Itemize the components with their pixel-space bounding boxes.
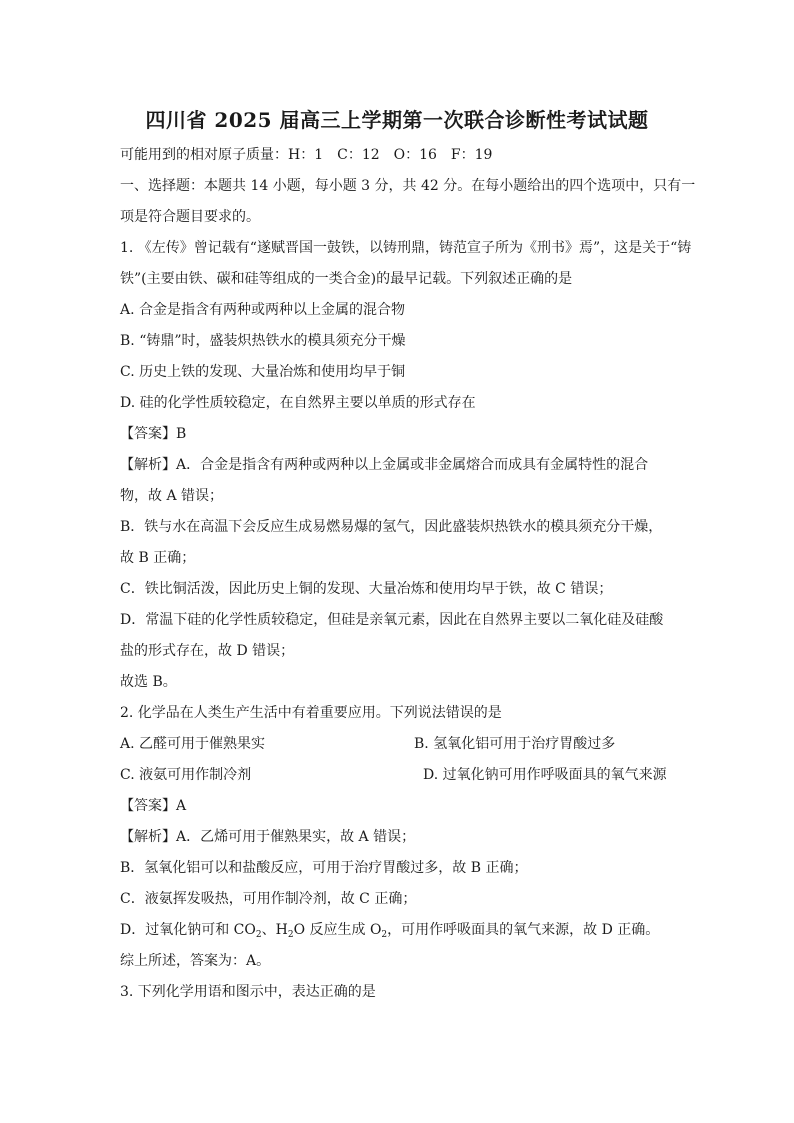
q2-stem: 2. 化学品在人类生产生活中有着重要应用。下列说法错误的是 (120, 705, 502, 721)
page-title: 四川省 2025 届高三上学期第一次联合诊断性考试试题 (145, 108, 649, 132)
q2-option-a: A. 乙醛可用于催熟果实 (120, 736, 266, 752)
q2-explanation-b: B．氢氧化铝可以和盐酸反应，可用于治疗胃酸过多，故 B 正确； (120, 860, 528, 876)
section-instructions-line2: 项是符合题目要求的。 (120, 209, 260, 225)
q2-explanation-c: C．液氨挥发吸热，可用作制冷剂，故 C 正确； (120, 891, 417, 907)
q1-answer: 【答案】B (120, 426, 187, 442)
q2-option-b: B. 氢氧化铝可用于治疗胃酸过多 (414, 736, 616, 752)
q1-option-c: C. 历史上铁的发现、大量冶炼和使用均早于铜 (120, 364, 406, 380)
q2-option-c: C. 液氨可用作制冷剂 (120, 767, 252, 783)
q2-explanation-d (120, 920, 659, 940)
q1-option-b: B. “铸鼎”时，盛装炽热铁水的模具须充分干燥 (120, 333, 406, 349)
q1-explanation-d-line1: D．常温下硅的化学性质较稳定，但硅是亲氧元素，因此在自然界主要以二氧化硅及硅酸 (120, 612, 664, 628)
section-instructions-line1: 一、选择题：本题共 14 小题，每小题 3 分，共 42 分。在每小题给出的四个选项中，只有一 (120, 178, 696, 194)
q2-option-d: D. 过氧化钠可用作呼吸面具的氧气来源 (423, 767, 667, 783)
q1-explanation-a-text: A．合金是指含有两种或两种以上金属或非金属熔合而成具有金属特性的混合 (176, 457, 649, 473)
q2-conclusion: 综上所述，答案为：A。 (120, 953, 271, 969)
atomic-masses: 可能用到的相对原子质量：H：1 C：12 O：16 F：19 (120, 147, 493, 163)
q1-explanation-b-line2: 故 B 正确； (120, 550, 196, 566)
q2-explanation-a (120, 827, 415, 847)
q2-exp-d-sub2: 2 (287, 930, 294, 940)
q2-exp-d-sub1: 2 (255, 930, 262, 940)
q3-stem: 3. 下列化学用语和图示中，表达正确的是 (120, 984, 376, 1000)
q2-exp-d-part1: D．过氧化钠可和 CO (120, 922, 256, 938)
q1-explanation-a-line1 (120, 455, 648, 475)
q2-exp-d-part4: ，可用作呼吸面具的氧气来源，故 D 正确。 (387, 922, 660, 938)
q2-explanation-a-text: A．乙烯可用于催熟果实，故 A 错误； (176, 829, 416, 845)
q1-explanation-label: 【解析】 (120, 457, 176, 473)
q1-option-d: D. 硅的化学性质较稳定，在自然界主要以单质的形式存在 (120, 395, 476, 411)
q1-explanation-d-line2: 盐的形式存在，故 D 错误； (120, 643, 295, 659)
q2-exp-d-part2: 、H (261, 922, 288, 938)
q1-explanation-b-line1: B．铁与水在高温下会反应生成易燃易爆的氢气，因此盛装炽热铁水的模具须充分干燥， (120, 519, 663, 535)
q2-exp-d-part3: O 反应生成 O (293, 922, 382, 938)
q2-explanation-label: 【解析】 (120, 829, 176, 845)
q1-explanation-c: C．铁比铜活泼，因此历史上铜的发现、大量冶炼和使用均早于铁，故 C 错误； (120, 581, 613, 597)
q2-answer: 【答案】A (120, 798, 187, 814)
q2-exp-d-sub3: 2 (381, 930, 388, 940)
q1-option-a: A. 合金是指含有两种或两种以上金属的混合物 (120, 302, 406, 318)
q1-explanation-a-line2: 物，故 A 错误； (120, 488, 224, 504)
q1-conclusion: 故选 B。 (120, 674, 177, 690)
q1-stem-line2: 铁”(主要由铁、碳和硅等组成的一类合金)的最早记载。下列叙述正确的是 (120, 271, 573, 287)
q1-stem-line1: 1. 《左传》曾记载有“遂赋晋国一鼓铁，以铸刑鼎，铸范宣子所为《刑书》焉”，这是关于“铸 (120, 240, 692, 256)
